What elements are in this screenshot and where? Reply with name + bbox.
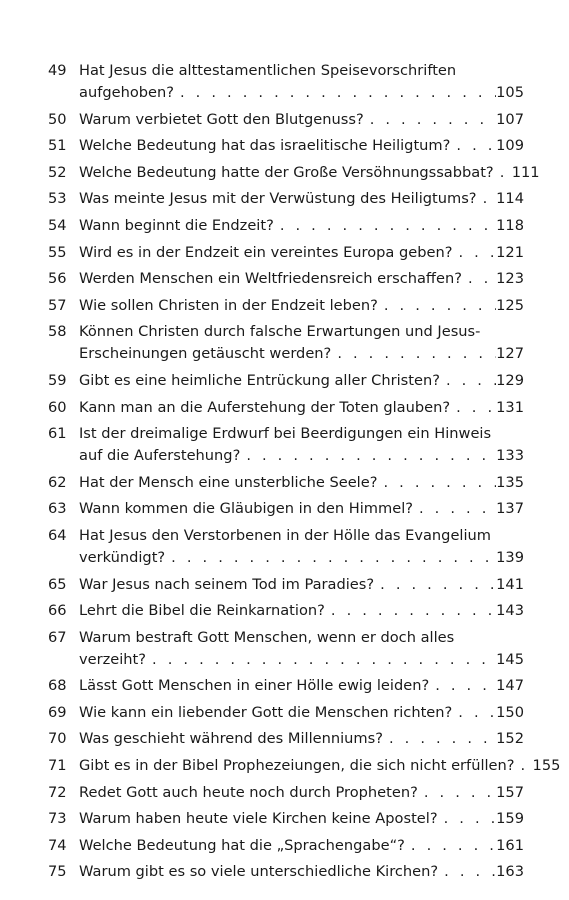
toc-entry-title-line: Warum haben heute viele Kirchen keine Apostel? (79, 810, 438, 828)
toc-entry-number: 62 (48, 473, 67, 491)
toc-entry-title-line: verzeiht? (79, 650, 147, 668)
toc-entry-page-number: 141 (496, 575, 524, 593)
toc-entry-line (79, 808, 524, 830)
toc-leader-dots (274, 215, 496, 237)
toc-entry[interactable] (0, 525, 569, 569)
toc-entry[interactable] (0, 782, 569, 804)
toc-entry-line (79, 82, 524, 104)
toc-entry-number: 63 (48, 500, 67, 518)
toc-entry-number: 66 (48, 602, 67, 620)
toc-entry-number: 50 (48, 110, 67, 128)
toc-entry-number: 58 (48, 323, 67, 341)
toc-entry-line (79, 728, 524, 750)
toc-entry[interactable] (0, 370, 569, 392)
toc-entry-page-number: 137 (496, 500, 524, 518)
toc-entry-number: 51 (48, 137, 67, 155)
toc-entry-title-line: Kann man an die Auferstehung der Toten glauben? (79, 398, 451, 416)
toc-entry[interactable] (0, 808, 569, 830)
toc-entry-line (79, 702, 524, 724)
toc-entry-page-number: 125 (496, 296, 524, 314)
toc-entry-title-line: Welche Bedeutung hatte der Große Versöhnungssabbat? (79, 163, 494, 181)
toc-entry-number: 67 (48, 628, 67, 646)
toc-entry-page-number: 147 (496, 677, 524, 695)
toc-entry-title-line: aufgehoben? (79, 84, 174, 101)
toc-entry[interactable] (0, 755, 569, 777)
toc-entry-page-number: 107 (496, 110, 524, 128)
toc-entry-title-line: Warum bestraft Gott Menschen, wenn er doch alles (79, 628, 455, 646)
toc-entry-page-number: 159 (496, 810, 524, 828)
toc-entry-line (79, 472, 524, 494)
toc-entry-page-number: 150 (496, 703, 524, 721)
toc-entry-number: 54 (48, 216, 67, 234)
toc-entry-number: 52 (48, 163, 67, 181)
toc-entry[interactable] (0, 728, 569, 750)
toc-entry[interactable] (0, 215, 569, 237)
toc-entry-title-line: Können Christen durch falsche Erwartungen und Jesus- (79, 323, 481, 341)
toc-entry-number: 64 (48, 526, 67, 544)
toc-leader-dots (165, 547, 496, 569)
toc-entry-line (79, 445, 524, 467)
toc-entry-page-number: 114 (496, 190, 524, 208)
toc-leader-dots (377, 472, 496, 494)
toc-entry-title-line: Wie sollen Christen in der Endzeit leben? (79, 296, 378, 314)
toc-entry-page-number: 105 (496, 84, 524, 101)
toc-entry-number: 57 (48, 296, 67, 314)
toc-entry-line (79, 268, 524, 290)
toc-entry[interactable] (0, 498, 569, 520)
toc-entry-number: 65 (48, 575, 67, 593)
toc-entry[interactable] (0, 295, 569, 317)
toc-entry[interactable] (0, 574, 569, 596)
toc-entry[interactable] (0, 135, 569, 157)
toc-entry[interactable] (0, 60, 569, 104)
toc-entry-page-number: 155 (532, 757, 561, 775)
toc-entry-title-line: Lässt Gott Menschen in einer Hölle ewig leiden? (79, 677, 430, 695)
toc-entry-title-line: Warum gibt es so viele unterschiedliche Kirchen? (79, 863, 439, 881)
toc-leader-dots (146, 649, 496, 671)
toc-leader-dots (378, 295, 496, 317)
toc-leader-dots (438, 861, 496, 883)
toc-entry-title-line: War Jesus nach seinem Tod im Paradies? (79, 575, 375, 593)
toc-entry[interactable] (0, 627, 569, 671)
toc-entry-page-number: 109 (496, 137, 524, 155)
toc-entry-number: 59 (48, 371, 67, 389)
toc-entry-title-line: Was geschieht während des Millenniums? (79, 730, 383, 748)
table-of-contents (0, 60, 569, 888)
toc-leader-dots (452, 702, 496, 724)
toc-entry-number: 53 (48, 190, 67, 208)
toc-entry[interactable] (0, 675, 569, 697)
toc-leader-dots (405, 835, 496, 857)
toc-entry[interactable] (0, 472, 569, 494)
toc-leader-dots (383, 728, 496, 750)
toc-entry-page-number: 135 (496, 473, 524, 491)
toc-entry-line (79, 782, 524, 804)
toc-entry-page-number: 157 (496, 783, 524, 801)
toc-entry-title-line: Wann kommen die Gläubigen in den Himmel? (79, 500, 413, 518)
toc-entry-title-line: Wann beginnt die Endzeit? (79, 216, 274, 234)
toc-entry[interactable] (0, 423, 569, 467)
toc-leader-dots (331, 343, 496, 365)
toc-entry[interactable] (0, 188, 569, 210)
toc-entry-line (79, 675, 524, 697)
toc-entry-title-line: Wird es in der Endzeit ein vereintes Europa geben? (79, 243, 453, 261)
toc-entry-number: 55 (48, 243, 67, 261)
toc-entry[interactable] (0, 321, 569, 365)
toc-entry-line (79, 547, 524, 569)
toc-entry-line (79, 188, 524, 210)
toc-entry-page-number: 118 (496, 216, 524, 234)
toc-entry-page-number: 123 (496, 270, 524, 288)
toc-entry-number: 70 (48, 730, 67, 748)
toc-entry-title-line: Redet Gott auch heute noch durch Propheten? (79, 783, 418, 801)
toc-leader-dots (462, 268, 496, 290)
toc-entry[interactable] (0, 600, 569, 622)
toc-entry-line (79, 397, 524, 419)
toc-entry-title-line: Lehrt die Bibel die Reinkarnation? (79, 602, 325, 620)
toc-entry-title-line: verkündigt? (79, 548, 166, 566)
toc-entry-page-number: 161 (496, 836, 524, 854)
toc-entry-number: 68 (48, 677, 67, 695)
toc-entry-title-line: Hat Jesus den Verstorbenen in der Hölle das Evangelium (79, 526, 491, 544)
toc-entry-number: 75 (48, 863, 67, 881)
toc-entry-title-line: Gibt es in der Bibel Prophezeiungen, die sich nicht erfüllen? (79, 757, 515, 775)
toc-leader-dots (325, 600, 496, 622)
toc-entry-line (79, 343, 524, 365)
toc-entry-line (79, 242, 524, 264)
toc-entry-title-line: Erscheinungen getäuscht werden? (79, 345, 332, 363)
toc-entry-page-number: 121 (496, 243, 524, 261)
toc-leader-dots (477, 188, 497, 210)
toc-entry-title-line: Warum verbietet Gott den Blutgenuss? (79, 110, 364, 128)
toc-leader-dots (174, 82, 496, 104)
toc-entry-number: 74 (48, 836, 67, 854)
toc-entry-line (79, 755, 561, 777)
toc-entry-title-line: Werden Menschen ein Weltfriedensreich erschaffen? (79, 270, 462, 288)
toc-entry-line (79, 295, 524, 317)
toc-entry-number: 56 (48, 270, 67, 288)
toc-entry-title-line: Welche Bedeutung hat das israelitische Heiligtum? (79, 137, 451, 155)
toc-leader-dots (374, 574, 496, 596)
toc-entry[interactable] (0, 861, 569, 883)
toc-entry-number: 73 (48, 810, 67, 828)
toc-entry-page-number: 133 (496, 447, 524, 465)
toc-entry-number: 71 (48, 757, 67, 775)
toc-entry-line (79, 835, 524, 857)
toc-entry-page-number: 129 (496, 371, 524, 389)
toc-entry-line (79, 370, 524, 392)
toc-entry-line (79, 162, 540, 184)
toc-entry-title-line: Hat der Mensch eine unsterbliche Seele? (79, 473, 378, 491)
toc-entry-page-number: 131 (496, 398, 524, 416)
toc-entry-title-line: Welche Bedeutung hat die „Sprachengabe“? (79, 836, 405, 854)
toc-entry-line (79, 861, 524, 883)
toc-entry-number: 69 (48, 703, 67, 721)
toc-leader-dots (438, 808, 497, 830)
toc-leader-dots (450, 135, 496, 157)
toc-entry-page-number: 152 (496, 730, 524, 748)
toc-entry-page-number: 127 (496, 345, 524, 363)
toc-entry-line (79, 649, 524, 671)
toc-entry-line (79, 135, 524, 157)
toc-leader-dots (515, 755, 533, 777)
toc-entry-title-line: Hat Jesus die alttestamentlichen Speisevorschriften (79, 62, 457, 79)
toc-entry-page-number: 143 (496, 602, 524, 620)
toc-entry[interactable] (0, 835, 569, 857)
toc-entry[interactable] (0, 397, 569, 419)
toc-entry-line (79, 215, 524, 237)
toc-entry-title-line: Gibt es eine heimliche Entrückung aller Christen? (79, 371, 440, 389)
toc-leader-dots (440, 370, 496, 392)
toc-entry[interactable] (0, 242, 569, 264)
toc-entry-line (79, 600, 524, 622)
toc-entry-page-number: 139 (496, 548, 524, 566)
toc-entry-line (79, 574, 524, 596)
toc-leader-dots (413, 498, 496, 520)
toc-entry-number: 61 (48, 425, 67, 443)
toc-leader-dots (418, 782, 496, 804)
toc-entry-line (79, 498, 524, 520)
toc-entry-number: 72 (48, 783, 67, 801)
toc-entry-title-line: auf die Auferstehung? (79, 447, 241, 465)
toc-leader-dots (450, 397, 496, 419)
toc-entry-line (79, 109, 524, 131)
toc-entry-page-number: 163 (496, 863, 524, 881)
toc-entry-title-line: Ist der dreimalige Erdwurf bei Beerdigungen ein Hinweis (79, 425, 492, 443)
toc-entry-title-line: Was meinte Jesus mit der Verwüstung des Heiligtums? (79, 190, 477, 208)
toc-entry-page-number: 111 (511, 163, 540, 181)
toc-leader-dots (494, 162, 512, 184)
toc-leader-dots (240, 445, 496, 467)
toc-entry[interactable] (0, 162, 569, 184)
toc-entry-number: 60 (48, 398, 67, 416)
toc-entry[interactable] (0, 702, 569, 724)
toc-entry-page-number: 145 (496, 650, 524, 668)
toc-leader-dots (453, 242, 497, 264)
toc-leader-dots (429, 675, 496, 697)
toc-entry-title-line: Wie kann ein liebender Gott die Menschen richten? (79, 703, 453, 721)
toc-leader-dots (364, 109, 496, 131)
toc-entry[interactable] (0, 109, 569, 131)
toc-entry-number: 49 (48, 62, 67, 79)
toc-entry[interactable] (0, 268, 569, 290)
